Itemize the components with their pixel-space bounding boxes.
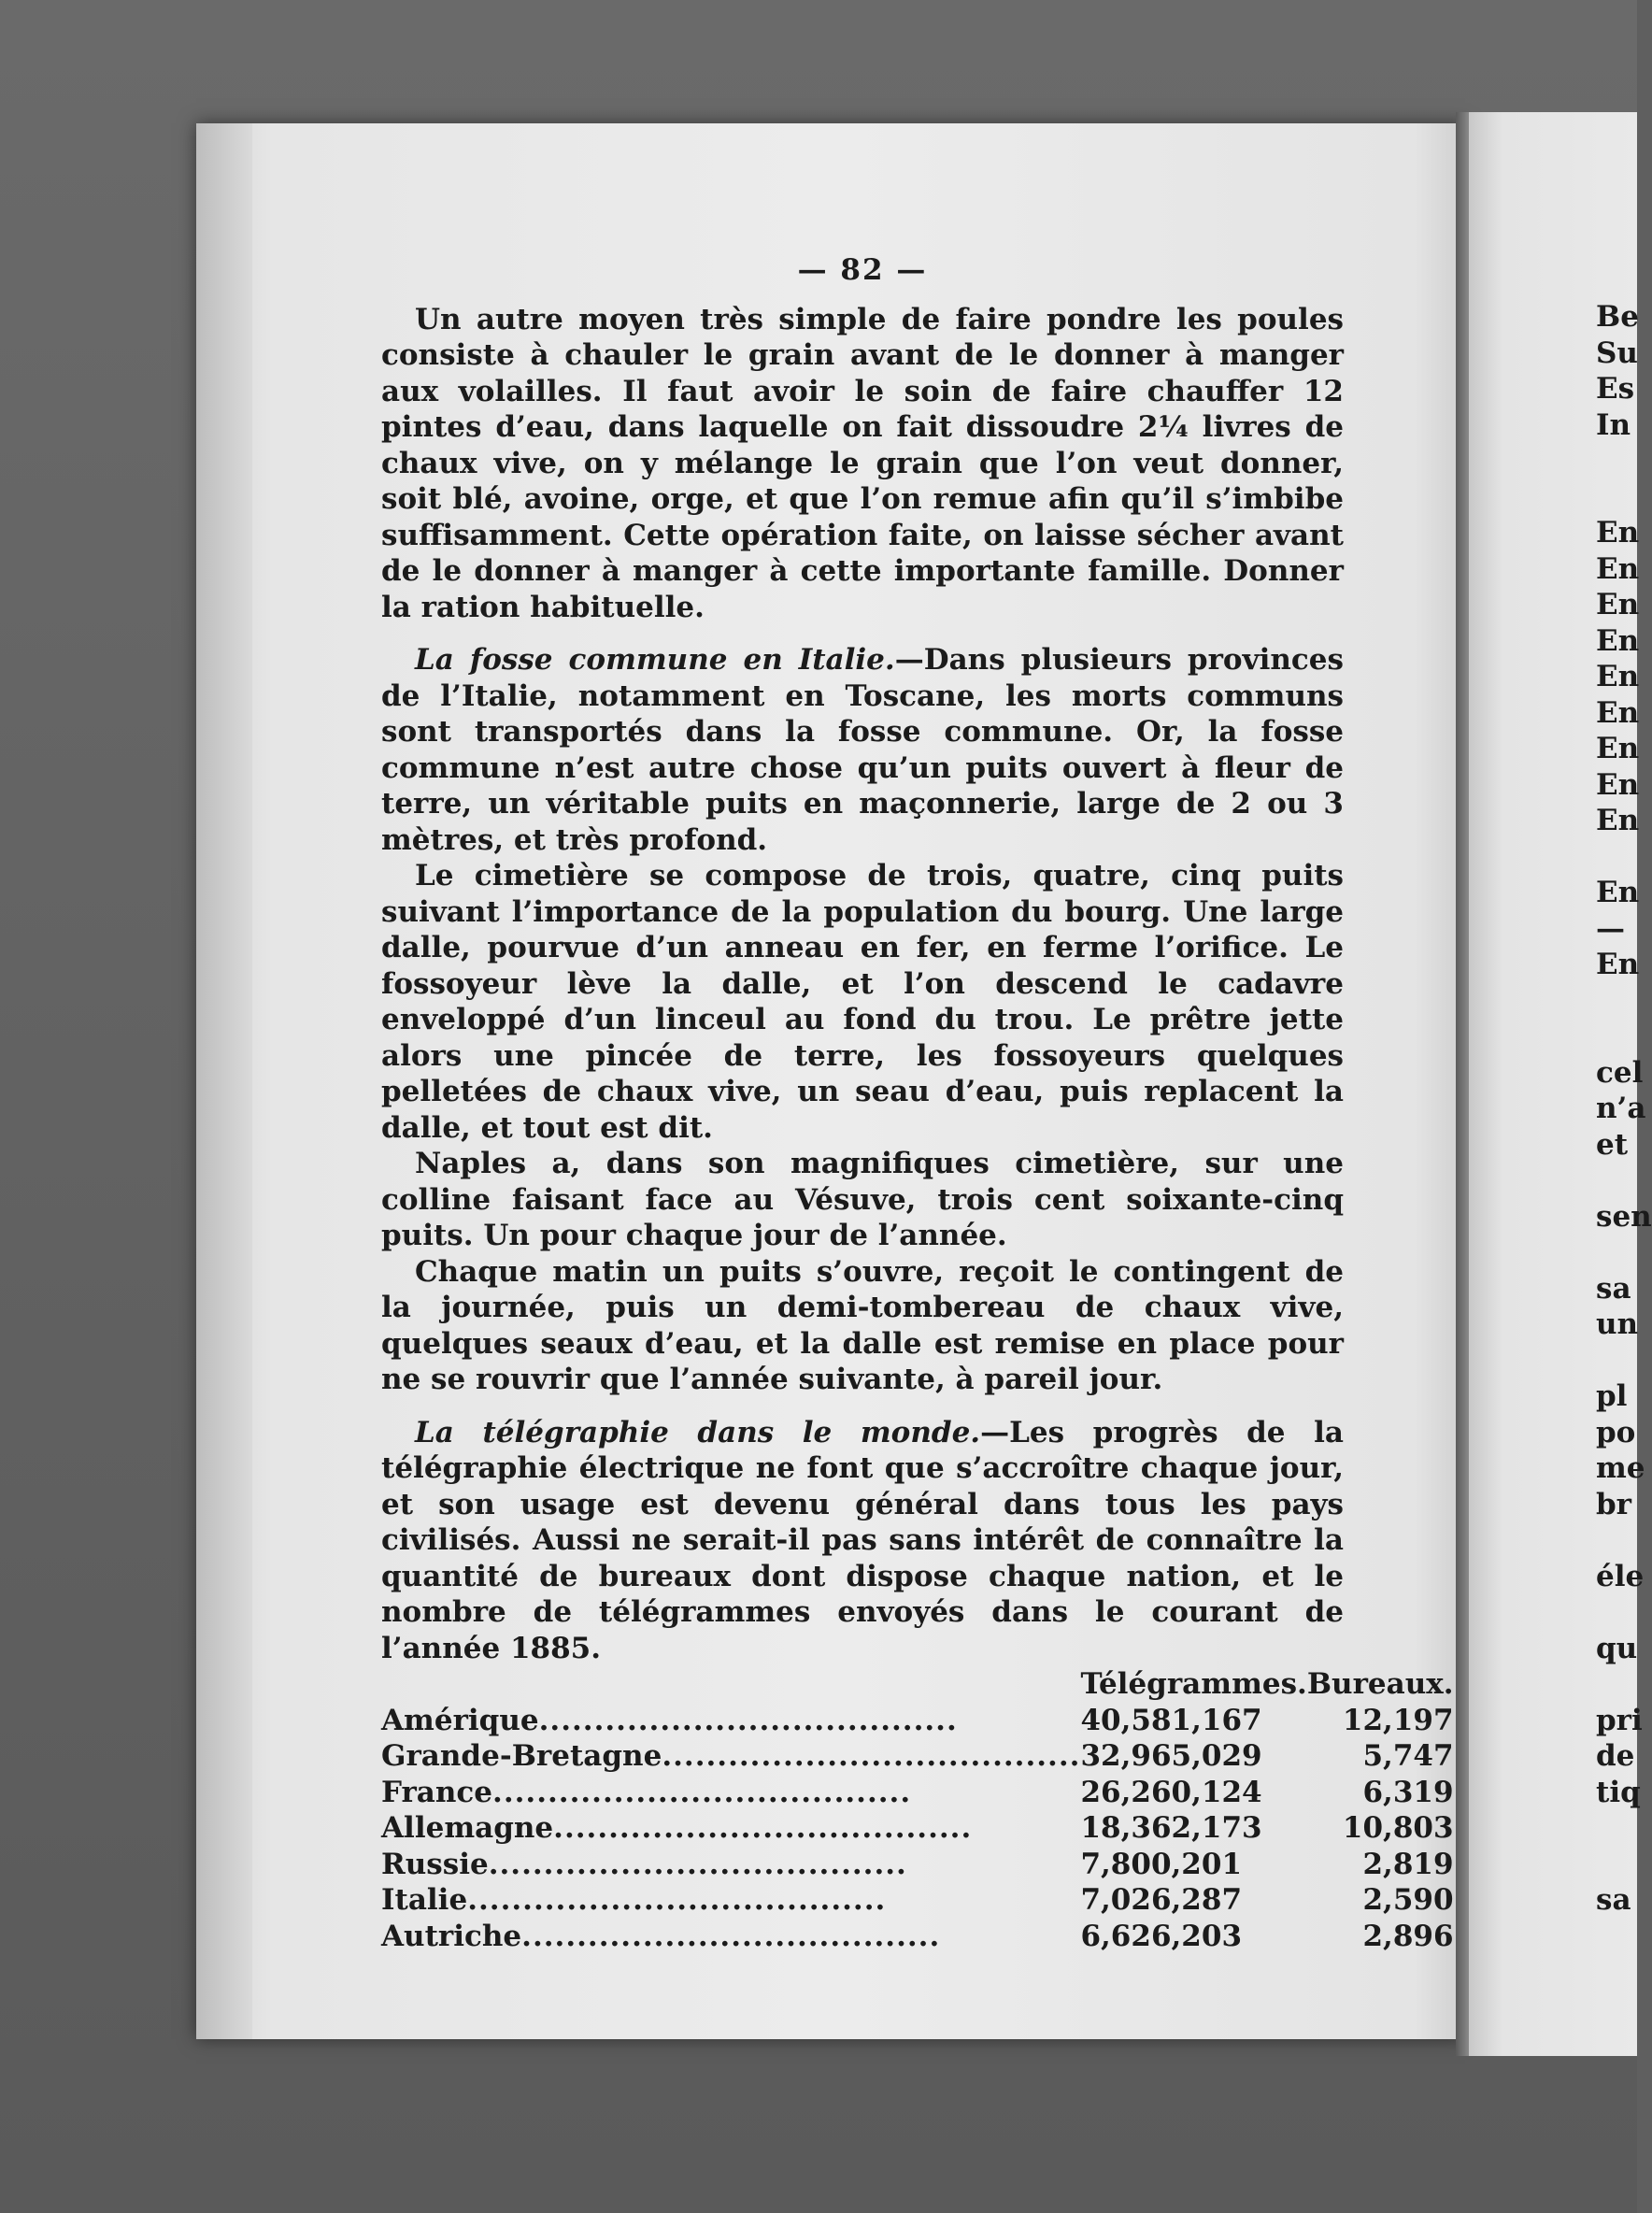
telegrammes-value: 32,965,029 (1080, 1739, 1262, 1773)
right-page-fragment: un (1596, 1307, 1639, 1341)
telegrammes-value: 26,260,124 (1080, 1775, 1262, 1809)
telegrammes-value: 7,800,201 (1080, 1847, 1243, 1881)
country-name: Russie (381, 1847, 489, 1881)
right-page-fragment: En (1596, 588, 1640, 621)
right-page-fragment: En (1596, 876, 1640, 909)
right-page-fragment: En (1596, 732, 1640, 765)
bureaux-value: 2,590 (1362, 1883, 1454, 1917)
right-page-fragment (1596, 1019, 1637, 1055)
bureaux-value: 2,896 (1362, 1919, 1454, 1953)
header-country (381, 1666, 1080, 1703)
table-row (381, 1810, 1454, 1847)
right-page-fragment: En (1596, 516, 1640, 550)
telegrammes-value: 6,626,203 (1080, 1919, 1243, 1953)
left-page-edge (196, 123, 252, 2039)
paragraph-naples: Naples a, dans son magnifiques cimetière, sur une colline faisant face au Vésuve, trois cent soixante-cinq puits. Un pour chaque jour de l’année. (381, 1147, 1344, 1252)
right-page-fragment (1596, 1343, 1637, 1379)
section-title-telegraphie: La télégraphie dans le monde. (415, 1415, 981, 1449)
right-page-fragment (1596, 1235, 1637, 1271)
table-header-row (381, 1666, 1454, 1703)
country-name: Amérique (381, 1703, 539, 1737)
table-row (381, 1738, 1454, 1775)
bureaux-value: 2,819 (1362, 1847, 1454, 1881)
right-page-fragment: En (1596, 767, 1640, 802)
section-title-fosse: La fosse commune en Italie. (415, 643, 895, 677)
right-page-fragment (1596, 1810, 1637, 1847)
telegrammes-value: 7,026,287 (1080, 1883, 1243, 1917)
paragraph-telegraphie (381, 1415, 1344, 1667)
right-page-fragment: me (1596, 1451, 1645, 1485)
right-page-fragment: pri (1596, 1703, 1643, 1737)
section-body-fosse: —Dans plusieurs provinces de l’Italie, notamment en Toscane, les morts communs sont transportés dans la fosse commune. Or, la fosse commune n’est autre chose qu’un puits ouvert à fleur de terre, un véritable puits en maçonnerie, large de 2 ou 3 mètres, et très profond. (381, 643, 1344, 857)
table-row (381, 1847, 1454, 1883)
right-page-fragment: En (1596, 695, 1640, 730)
paragraph-fosse-commune (381, 642, 1344, 858)
right-page-fragment (1596, 839, 1637, 876)
leader-dots: ...................................... (467, 1883, 887, 1917)
right-page-fragment: In (1596, 407, 1631, 442)
bureaux-value: 12,197 (1342, 1703, 1454, 1737)
paragraph-chaque-matin: Chaque matin un puits s’ouvre, reçoit le contingent de la journée, puis un demi-tombereau de chaux vive, quelques seaux d’eau, et la dalle est remise en place pour ne se rouvrir que l’année suivante, à pareil jour. (381, 1254, 1344, 1396)
right-page-fragment: qu (1596, 1631, 1638, 1665)
header-bureaux: Bureaux. (1306, 1667, 1454, 1701)
right-page-fragment (1596, 983, 1637, 1020)
right-page-fragment: En (1596, 804, 1640, 837)
right-page-fragment (1596, 1522, 1637, 1559)
right-page-fragment (1596, 1594, 1637, 1631)
leader-dots: ...................................... (488, 1847, 907, 1881)
leader-dots: ...................................... (662, 1739, 1081, 1773)
right-page-fragment: sa (1596, 1883, 1631, 1917)
bureaux-value: 6,319 (1362, 1775, 1454, 1809)
page-number: — 82 — (797, 253, 928, 287)
leader-dots: ...................................... (521, 1919, 941, 1953)
right-page-fragment: n’a (1596, 1092, 1646, 1125)
header-telegrammes: Télégrammes. (1080, 1667, 1307, 1701)
right-page-fragment: de (1596, 1739, 1635, 1773)
right-page-fragment: En (1596, 660, 1640, 693)
right-page-fragment: sa (1596, 1271, 1631, 1306)
country-name: Grande-Bretagne (381, 1739, 662, 1773)
right-page-fragment: En (1596, 623, 1640, 658)
right-page-fragment: pl (1596, 1379, 1628, 1413)
right-page-fragments (1596, 299, 1652, 1919)
right-page-fragment: En (1596, 948, 1640, 981)
right-page-fragment: Es (1596, 372, 1635, 406)
section-body-telegraphie: —Les progrès de la télégraphie électrique ne font que s’accroître chaque jour, et son usage est devenu général dans tous les pays civilisés. Aussi ne serait-il pas sans intérêt de connaître la quantité de bureaux dont dispose chaque nation, et le nombre de télégrammes envoyés dans le courant de l’année 1885. (381, 1415, 1344, 1665)
country-name: Autriche (381, 1919, 522, 1953)
page-text (381, 252, 1454, 1954)
right-page-fragment: éle (1596, 1559, 1645, 1593)
right-page-fragment (1596, 443, 1637, 479)
table-row (381, 1703, 1454, 1739)
paragraph-poules: Un autre moyen très simple de faire pondre les poules consiste à chauler le grain avant de le donner à manger aux volailles. Il faut avoir le soin de faire chauffer 12 pintes d’eau, dans laquelle on fait dissoudre 2¼ livres de chaux vive, on y mélange le grain que l’on veut donner, soit blé, avoine, orge, et que l’on remue afin qu’il s’imbibe suffisamment. Cette opération faite, on laisse sécher avant de le donner à manger à cette importante famille. Donner la ration habituelle. (381, 302, 1344, 624)
bureaux-value: 10,803 (1342, 1811, 1454, 1845)
paragraph-cimetiere: Le cimetière se compose de trois, quatre, cinq puits suivant l’importance de la population du bourg. Une large dalle, pourvue d’un anneau en fer, en ferme l’orifice. Le fossoyeur lève la dalle, et l’on descend le cadavre enveloppé d’un linceul au fond du trou. Le prêtre jette alors une pincée de terre, les fossoyeurs quelques pelletées de chaux vive, un seau d’eau, puis replacent la dalle, et tout est dit. (381, 859, 1344, 1145)
right-page-fragment: — (1596, 911, 1625, 946)
leader-dots: ...................................... (553, 1811, 973, 1845)
country-name: Italie (381, 1883, 468, 1917)
table-row (381, 1882, 1454, 1919)
right-page-fragment: En (1596, 551, 1640, 586)
right-page-fragment (1596, 479, 1637, 516)
right-page-fragment: sen (1596, 1199, 1652, 1234)
country-name: Allemagne (381, 1811, 554, 1845)
right-page-fragment: Su (1596, 336, 1638, 370)
right-page-fragment: cel (1596, 1055, 1644, 1090)
right-page-fragment (1596, 1163, 1637, 1199)
right-page-fragment: Be (1596, 300, 1639, 334)
leader-dots: ...................................... (492, 1775, 912, 1809)
country-name: France (381, 1775, 493, 1809)
telegrammes-value: 18,362,173 (1080, 1811, 1262, 1845)
table-row (381, 1775, 1454, 1811)
table-row (381, 1919, 1454, 1955)
telegrammes-value: 40,581,167 (1080, 1703, 1262, 1737)
bureaux-value: 5,747 (1362, 1739, 1454, 1773)
right-page-fragment: br (1596, 1487, 1632, 1521)
right-page-fragment: et (1596, 1127, 1629, 1162)
telegraph-table (381, 1666, 1454, 1954)
right-page-fragment (1596, 1847, 1637, 1883)
leader-dots: ...................................... (538, 1703, 958, 1737)
right-page-fragment (1596, 1666, 1637, 1703)
right-page-fragment: po (1596, 1415, 1636, 1449)
right-page-fragment: tiq (1596, 1775, 1641, 1809)
